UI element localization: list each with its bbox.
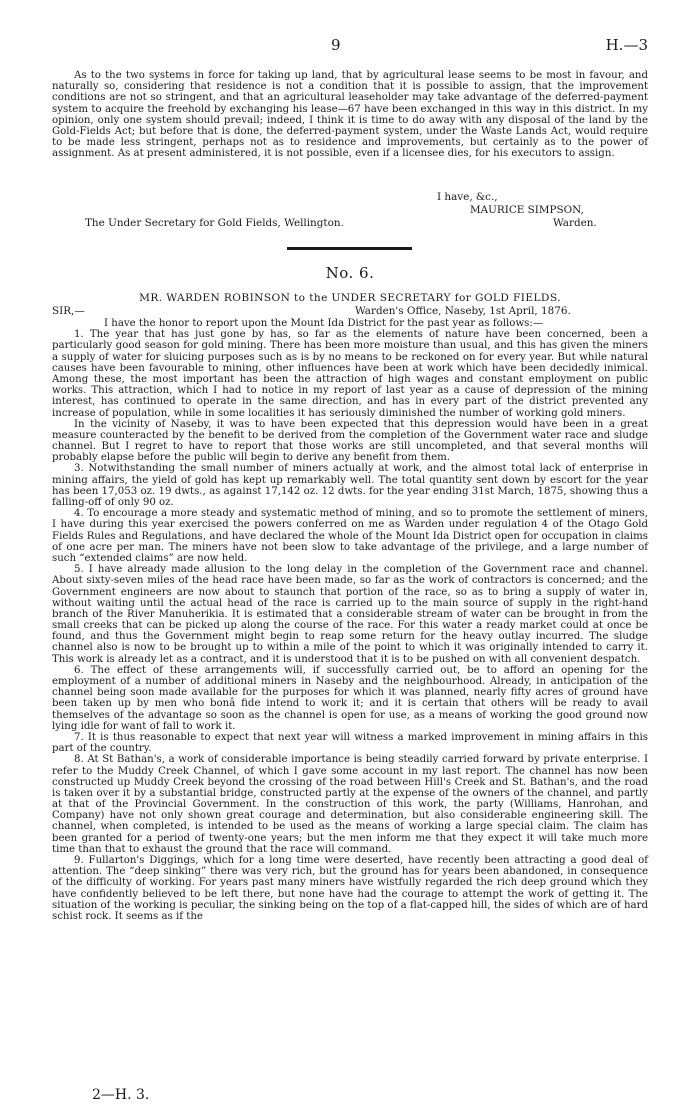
letter1-paragraph: As to the two systems in force for taking up land, that by agricultural lease seems to be most in favour, and naturally so, considering that residence is not a condition that it is possible to assign, that the improvement conditions are not so stringent, and that an agricultural leaseholder may take advantage of the deferred-payment system to acquire the freehold by exchanging his lease—67 have been exchanged in this way in this district. In my opinion, only one system should prevail; indeed, I think it is time to do away with any disposal of the land by the Gold-Fields Act; but before that is done, the deferred-payment system, under the Waste Lands Act, would require to be made less stringent, perhaps not as to residence and improvements, but certainly as to the power of assignment. As at present administered, it is not possible, even if a licensee dies, for his executors to assign. [52,70,648,160]
letter2-paragraph-1: 1. The year that has just gone by has, so far as the elements of nature have been concerned, been a particularly good season for gold mining. There has been more moisture than usual, and this has given the miners a supply of water for sluicing purposes such as is by no means to be reckoned on for every year. But while natural causes have been favourable to mining, other influences have been at work which have been decidedly inimical. Among these, the most important has been the attraction of high wages and constant employment on public works. This attraction, which I had to notice in my report of last year as a cause of depression of the mining interest, has continued to operate in the same direction, and has in every part of the district prevented any increase of population, while in some localities it has seriously diminished the number of working gold miners. [52,329,648,419]
letter1-body [52,70,648,160]
letter1-title: Warden. [553,217,597,229]
letter2-paragraph-6: 6. The effect of these arrangements will, if successfully carried out, be to afford an opening for the employment of a number of additional miners in Naseby and the neighbourhood. Already, in anticipation of the channel being soon made available for the purposes for which it was planned, nearly fifty acres of ground have been taken up by men who bonâ fide intend to work it; and it is certain that others will be ready to avail themselves of the advantage so soon as the channel is open for use, as a means of working the good ground now lying idle for want of fall to work it. [52,664,648,732]
section-heading: No. 6. [325,264,375,282]
letter2-paragraph-2: In the vicinity of Naseby, it was to have been expected that this depression would have been in a great measure counteracted by the benefit to be derived from the completion of the Government water race and sludge channel. But I regret to have to report that those works are still uncompleted, and that several months will probably elapse before the public will begin to derive any benefit from them. [52,418,648,464]
footer-signature-mark: 2—H. 3. [92,1087,150,1103]
letter2-paragraph-intro: I have the honor to report upon the Mount Ida District for the past year as follows:— [104,318,544,329]
letter1-closing: I have, &c., [437,191,498,203]
letter1-addressee: The Under Secretary for Gold Fields, Wellington. [85,217,344,229]
document-reference: H.—3 [605,36,648,54]
letter2-body [52,318,648,922]
letter2-paragraph-7: 7. It is thus reasonable to expect that next year will witness a marked improvement in mining affairs in this part of the country. [52,731,648,755]
letter2-paragraph-8: 8. At St Bathan's, a work of considerable importance is being steadily carried forward by private enterprise. I refer to the Muddy Creek Channel, of which I gave some account in my last report. The channel has now been constructed up Muddy Creek beyond the crossing of the road between Hill's Creek and St. Bathan's, and the road is taken over it by a substantial bridge, constructed partly at the expense of the owners of the channel, and partly at that of the Provincial Government. In the construction of this work, the party (Williams, Hanrohan, and Company) have not only shown great courage and determination, but also considerable engineering skill. The channel, when completed, is intended to be used as the means of working a large special claim. The claim has been granted for a period of twenty-one years; but the men inform me that they expect it will take much more time than that to exhaust the ground that the race will command. [52,754,648,855]
page-number: 9 [331,36,341,54]
letter2-salutation: SIR,— [52,305,85,317]
letter2-paragraph-5: 5. I have already made allusion to the long delay in the completion of the Government race and channel. About sixty-seven miles of the head race have been made, so far as the work of contractors is concerned; and the Government engineers are now about to staunch that portion of the race, so as to bring a supply of water in, without waiting until the actual head of the race is carried up to the main source of supply in the right-hand branch of the River Manuherikia. It is estimated that a considerable stream of water can be brought in from the small creeks that can be picked up along the course of the race. For this water a ready market could at once be found, and thus the Government might begin to reap some return for the heavy outlay incurred. The sludge channel also is now to be brought up to within a mile of the point to which it was originally intended to carry it. This work is already let as a contract, and it is understood that it is to be pushed on with all convenient despatch. [52,564,648,665]
letter2-paragraph-3: 3. Notwithstanding the small number of miners actually at work, and the almost total lack of enterprise in mining affairs, the yield of gold has kept up remarkably well. The total quantity sent down by escort for the year has been 17,053 oz. 19 dwts., as against 17,142 oz. 12 dwts. for the year ending 31st March, 1875, showing thus a falling-off of only 90 oz. [52,463,648,508]
letter2-paragraph-9: 9. Fullarton's Diggings, which for a long time were deserted, have recently been attracting a good deal of attention. The “deep sinking” there was very rich, but the ground has for years been abandoned, in consequence of the difficulty of working. For years past many miners have wistfully regarded the rich deep ground which they have confidently believed to be left there, but none have had the courage to attempt the work of getting it. The situation of the working is peculiar, the sinking being on the top of a flat-capped hill, the sides of which are of hard schist rock. It seems as if the [52,855,648,922]
letter2-subheading: MR. WARDEN ROBINSON to the UNDER SECRETARY for GOLD FIELDS. [139,292,561,304]
section-divider [287,247,412,250]
letter1-signature: MAURICE SIMPSON, [470,204,584,216]
letter2-paragraph-4: 4. To encourage a more steady and systematic method of mining, and so to promote the settlement of miners, I have during this year exercised the powers conferred on me as Warden under regulation 4 of the Otago Gold Fields Rules and Regulations, and have declared the whole of the Mount Ida District open for occupation in claims of one acre per man. The miners have not been slow to take advantage of the privilege, and a large number of such “extended claims” are now held. [52,508,648,564]
letter2-office-line: Warden's Office, Naseby, 1st April, 1876. [355,305,571,317]
